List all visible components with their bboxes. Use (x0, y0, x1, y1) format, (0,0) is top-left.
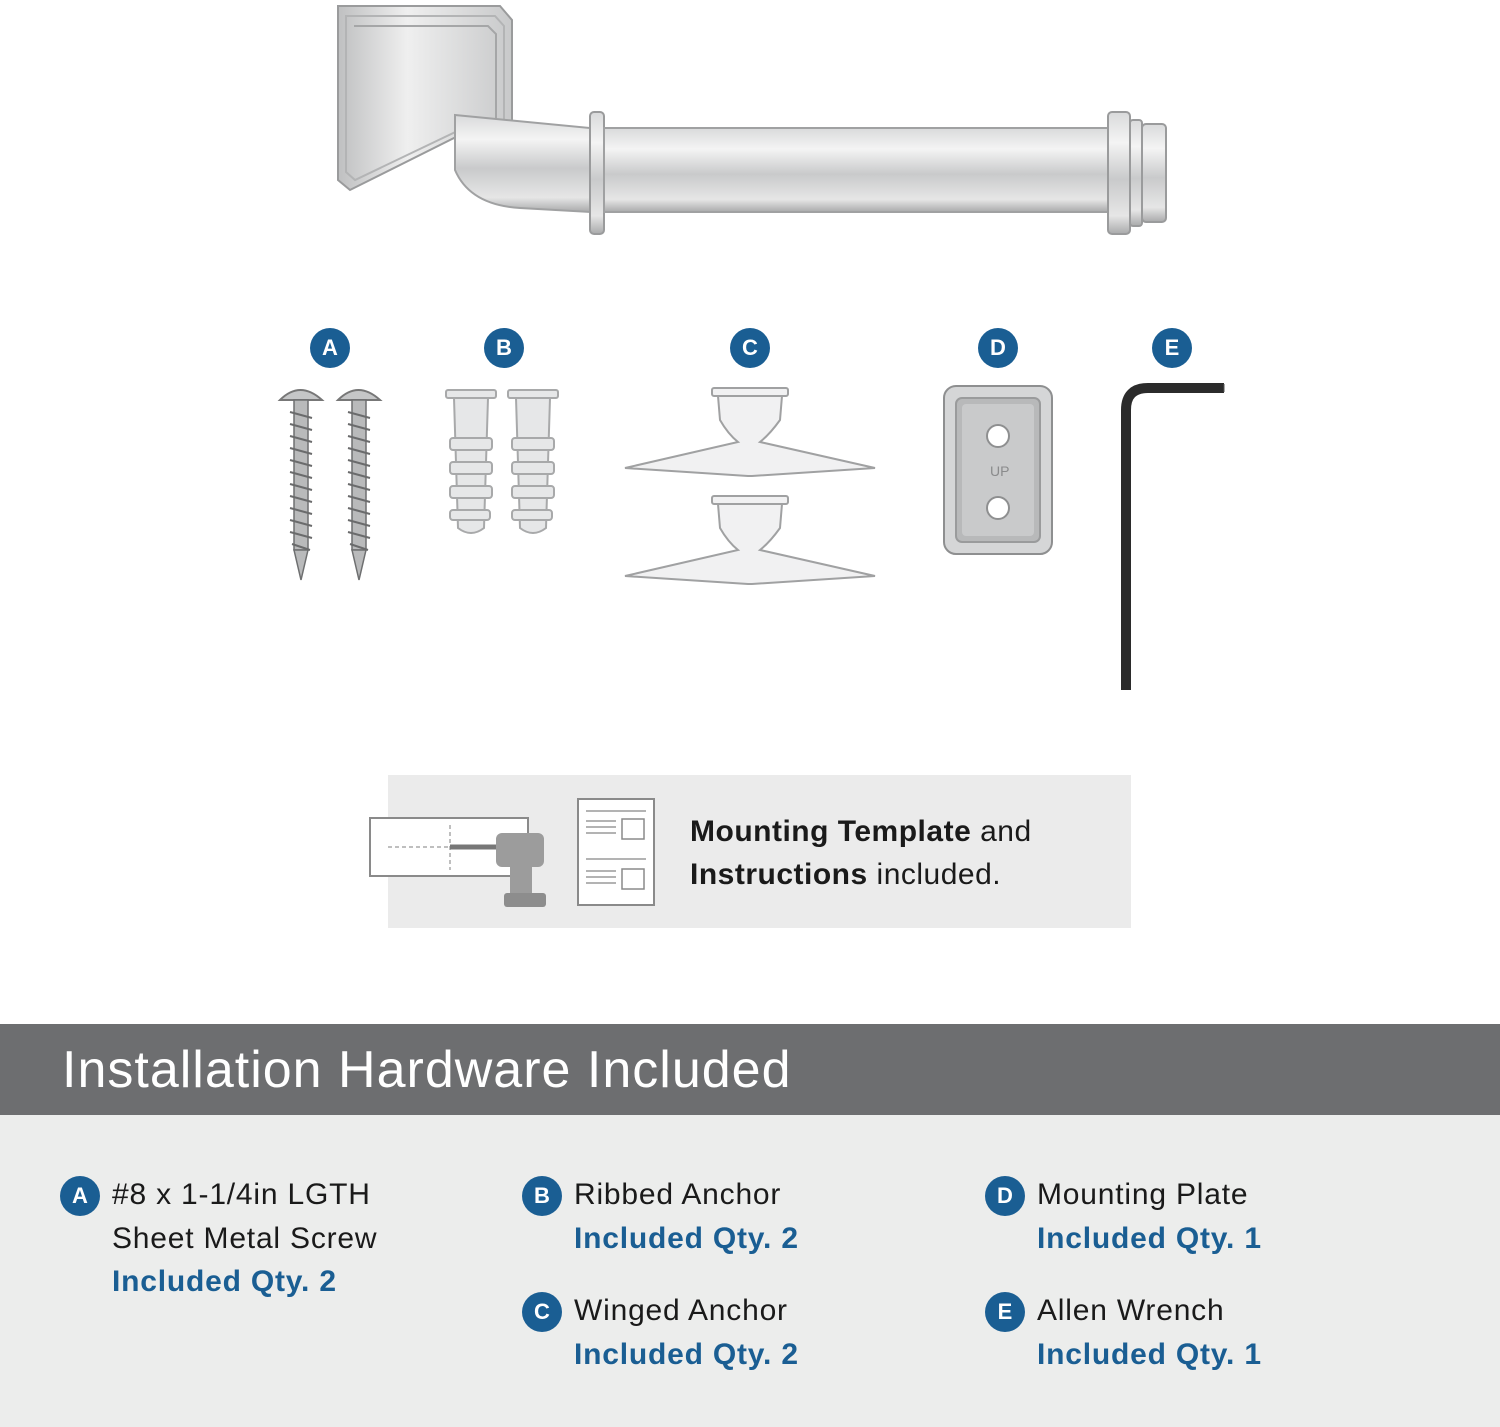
part-b-badge: B (484, 328, 524, 368)
item-e-qty: Included Qty. 1 (1037, 1337, 1262, 1371)
item-e-name: Allen Wrench (1037, 1294, 1225, 1327)
part-c-badge: C (730, 328, 770, 368)
item-a-name-line1: #8 x 1-1/4in LGTH (112, 1178, 371, 1211)
item-c-badge: C (522, 1292, 562, 1332)
item-d-badge: D (985, 1176, 1025, 1216)
item-a-name-line2: Sheet Metal Screw (112, 1221, 378, 1255)
part-a-badge: A (310, 328, 350, 368)
hardware-parts-illustration (0, 320, 1500, 700)
template-caption (690, 810, 1130, 896)
template-bold-2: Instructions (690, 858, 868, 891)
item-b-qty: Included Qty. 2 (574, 1221, 799, 1255)
toilet-paper-holder-image (320, 0, 1180, 250)
item-c-qty: Included Qty. 2 (574, 1337, 799, 1371)
hardware-title: Installation Hardware Included (62, 1041, 792, 1099)
mounting-plate-icon (942, 384, 1054, 556)
item-a-badge: A (60, 1176, 100, 1216)
item-e-badge: E (985, 1292, 1025, 1332)
item-b-badge: B (522, 1176, 562, 1216)
screw-icon (270, 382, 390, 582)
ribbed-anchor-icon (440, 388, 565, 538)
item-d-qty: Included Qty. 1 (1037, 1221, 1262, 1255)
plate-up-label: UP (990, 463, 1010, 479)
template-text-1: and (971, 815, 1032, 848)
part-d-badge: D (978, 328, 1018, 368)
drill-icon (368, 815, 553, 910)
item-a-qty: Included Qty. 2 (112, 1265, 337, 1298)
template-bold-1: Mounting Template (690, 815, 972, 848)
winged-anchor-icon (620, 384, 880, 589)
item-b-name: Ribbed Anchor (574, 1178, 782, 1211)
allen-wrench-icon (1110, 380, 1235, 695)
item-d-name: Mounting Plate (1037, 1178, 1249, 1211)
template-text-2: included. (867, 858, 1002, 891)
item-c-name: Winged Anchor (574, 1294, 788, 1327)
instructions-document-icon (576, 797, 656, 907)
part-e-badge: E (1152, 328, 1192, 368)
